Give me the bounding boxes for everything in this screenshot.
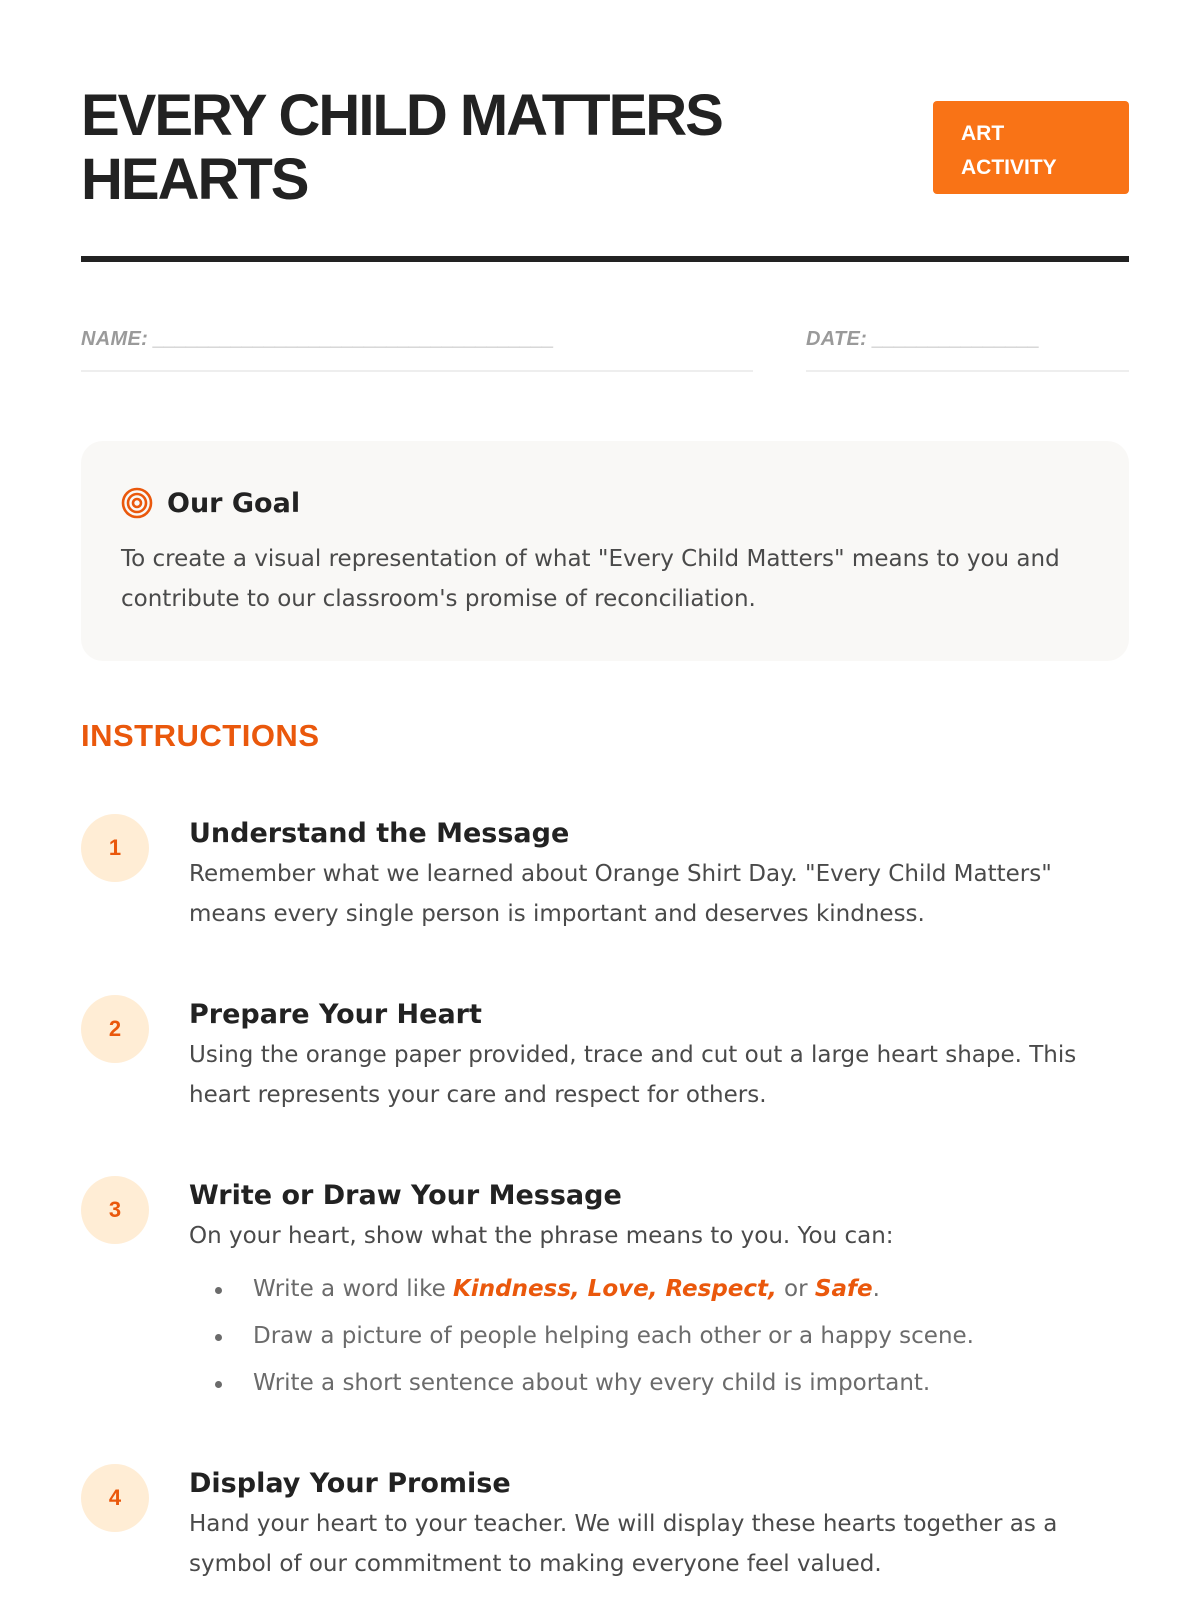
step-number-badge: 4 xyxy=(81,1464,149,1532)
name-label: NAME: xyxy=(81,328,149,350)
date-blank-line: _______________ xyxy=(872,328,1040,350)
step-content xyxy=(189,995,1129,1115)
name-field[interactable] xyxy=(81,328,753,372)
list-item: Draw a picture of people helping each other or a happy scene. xyxy=(189,1313,1129,1360)
step-text: Remember what we learned about Orange Shirt Day. "Every Child Matters" means every single person is important and deserves kindness. xyxy=(189,861,1052,927)
step-title: Write or Draw Your Message xyxy=(189,1180,622,1211)
instructions-heading: INSTRUCTIONS xyxy=(81,718,320,753)
goal-title: Our Goal xyxy=(167,487,301,519)
goal-card xyxy=(81,441,1129,661)
name-blank-line: ____________________________________ xyxy=(153,328,555,350)
highlight-word-safe: Safe xyxy=(814,1276,873,1302)
step-number-badge: 3 xyxy=(81,1176,149,1244)
list-item xyxy=(189,1266,1129,1313)
bullet-suffix: . xyxy=(872,1276,880,1302)
highlight-words: Kindness, Love, Respect, xyxy=(453,1276,777,1302)
bullet-prefix: Write a word like xyxy=(253,1276,454,1302)
step-title: Prepare Your Heart xyxy=(189,999,482,1030)
goal-text: To create a visual representation of what "Every Child Matters" means to you and contribute to our classroom's promise of reconciliation. xyxy=(121,546,1060,612)
step-content xyxy=(189,814,1129,934)
target-icon xyxy=(121,487,153,519)
step-number-badge: 1 xyxy=(81,814,149,882)
header-divider xyxy=(81,256,1129,262)
activity-badge: ART ACTIVITY xyxy=(933,101,1129,194)
date-field[interactable] xyxy=(806,328,1129,372)
step-text: On your heart, show what the phrase means to you. You can: xyxy=(189,1223,894,1249)
list-item: Write a short sentence about why every child is important. xyxy=(189,1360,1129,1407)
goal-header xyxy=(121,485,300,521)
step-title: Display Your Promise xyxy=(189,1468,511,1499)
example-list xyxy=(189,1266,1129,1407)
date-label: DATE: xyxy=(806,328,868,350)
step-text: Hand your heart to your teacher. We will display these hearts together as a symbol of our commitment to making everyone feel valued. xyxy=(189,1511,1058,1577)
page-title: EVERY CHILD MATTERS HEARTS xyxy=(81,83,722,212)
step-number-badge: 2 xyxy=(81,995,149,1063)
step-title: Understand the Message xyxy=(189,818,570,849)
step-content xyxy=(189,1176,1129,1407)
step-content xyxy=(189,1464,1129,1584)
step-text: Using the orange paper provided, trace and cut out a large heart shape. This heart represents your care and respect for others. xyxy=(189,1042,1077,1108)
bullet-middle: or xyxy=(776,1276,815,1302)
